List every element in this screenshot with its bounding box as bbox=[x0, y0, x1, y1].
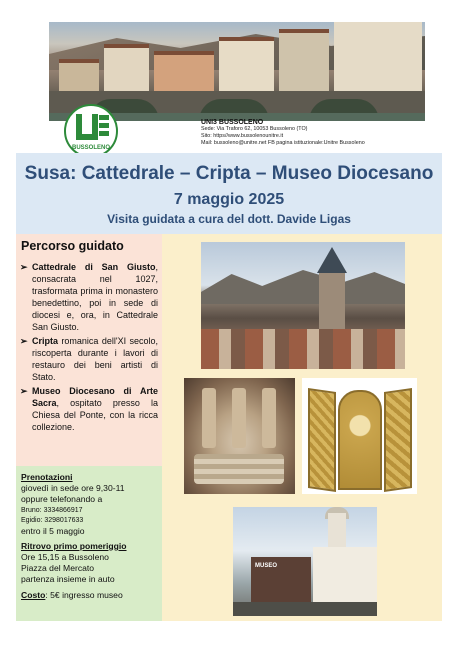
route-item-title: Museo Diocesano di Arte Sacra bbox=[32, 386, 158, 408]
route-item-text: , ospitato presso la Chiesa del Ponte, con la ricca collezione. bbox=[32, 398, 158, 432]
booking-line: oppure telefonando a bbox=[21, 494, 103, 505]
cost-line bbox=[21, 590, 159, 601]
route-panel bbox=[16, 234, 162, 466]
route-item-title: Cripta bbox=[32, 336, 59, 346]
museum-photo bbox=[233, 507, 377, 616]
meeting-line: partenza insieme in auto bbox=[21, 574, 115, 585]
association-address: Sede: Via Traforo 62, 10053 Bussoleno (TO) bbox=[201, 126, 308, 132]
route-item-text: , consacrata nel 1027, trasformata prima in monastero benedettino, poi in sede di diocesi e, ora, in Cattedrale San Giusto. bbox=[32, 262, 158, 332]
logo-label: BUSSOLENO bbox=[71, 145, 110, 151]
phone-egidio: Egidio: 3298017633 bbox=[21, 516, 84, 524]
crypt-photo bbox=[184, 378, 295, 494]
association-name: UNI3 BUSSOLENO bbox=[201, 119, 264, 126]
route-item-museum bbox=[20, 385, 158, 433]
arrow-bullet-icon: ➢ bbox=[20, 336, 28, 346]
meeting-heading: Ritrovo primo pomeriggio bbox=[21, 540, 127, 551]
triptych-photo bbox=[302, 378, 417, 494]
route-item-crypt bbox=[20, 335, 158, 383]
route-item-title: Cattedrale di San Giusto bbox=[32, 262, 156, 272]
route-heading: Percorso guidato bbox=[21, 239, 124, 253]
susa-cathedral-photo bbox=[201, 242, 405, 369]
page-title bbox=[16, 163, 442, 185]
association-mail: Mail: bussoleno@unitre.net FB pagina istituzionale:Unitre Bussoleno bbox=[201, 140, 365, 146]
museum-sign: MUSEO bbox=[255, 563, 278, 569]
phone-bruno: Bruno: 3334866917 bbox=[21, 506, 83, 514]
cost-label: Costo bbox=[21, 589, 46, 600]
association-site: Sito: https//www.bussolenounitre.it bbox=[201, 133, 284, 139]
meeting-line: Piazza del Mercato bbox=[21, 563, 95, 574]
cost-value: : 5€ ingresso museo bbox=[45, 589, 123, 600]
route-item-text: romanica dell'XI secolo, riscoperta durante i lavori di restauro dei beni artisti di Stato. bbox=[32, 336, 158, 382]
flyer-page bbox=[15, 20, 442, 621]
title-city: Susa: bbox=[24, 163, 77, 184]
booking-heading: Prenotazioni bbox=[21, 472, 73, 482]
association-info bbox=[201, 119, 437, 147]
route-list bbox=[20, 261, 158, 435]
booking-deadline: entro il 5 maggio bbox=[21, 525, 85, 536]
route-item-cathedral bbox=[20, 261, 158, 333]
guide-line: Visita guidata a cura del dott. Davide Ligas bbox=[107, 212, 351, 226]
arrow-bullet-icon: ➢ bbox=[20, 262, 28, 272]
event-date: 7 maggio 2025 bbox=[173, 191, 285, 208]
arrow-bullet-icon: ➢ bbox=[20, 386, 28, 396]
bussoleno-town-photo bbox=[49, 22, 425, 121]
title-rest: Cattedrale – Cripta – Museo Diocesano bbox=[76, 163, 434, 184]
booking-line: giovedì in sede ore 9,30-11 bbox=[21, 483, 125, 494]
unitre-logo bbox=[64, 104, 118, 158]
meeting-line: Ore 15,15 a Bussoleno bbox=[21, 552, 109, 563]
info-panel bbox=[16, 466, 162, 621]
